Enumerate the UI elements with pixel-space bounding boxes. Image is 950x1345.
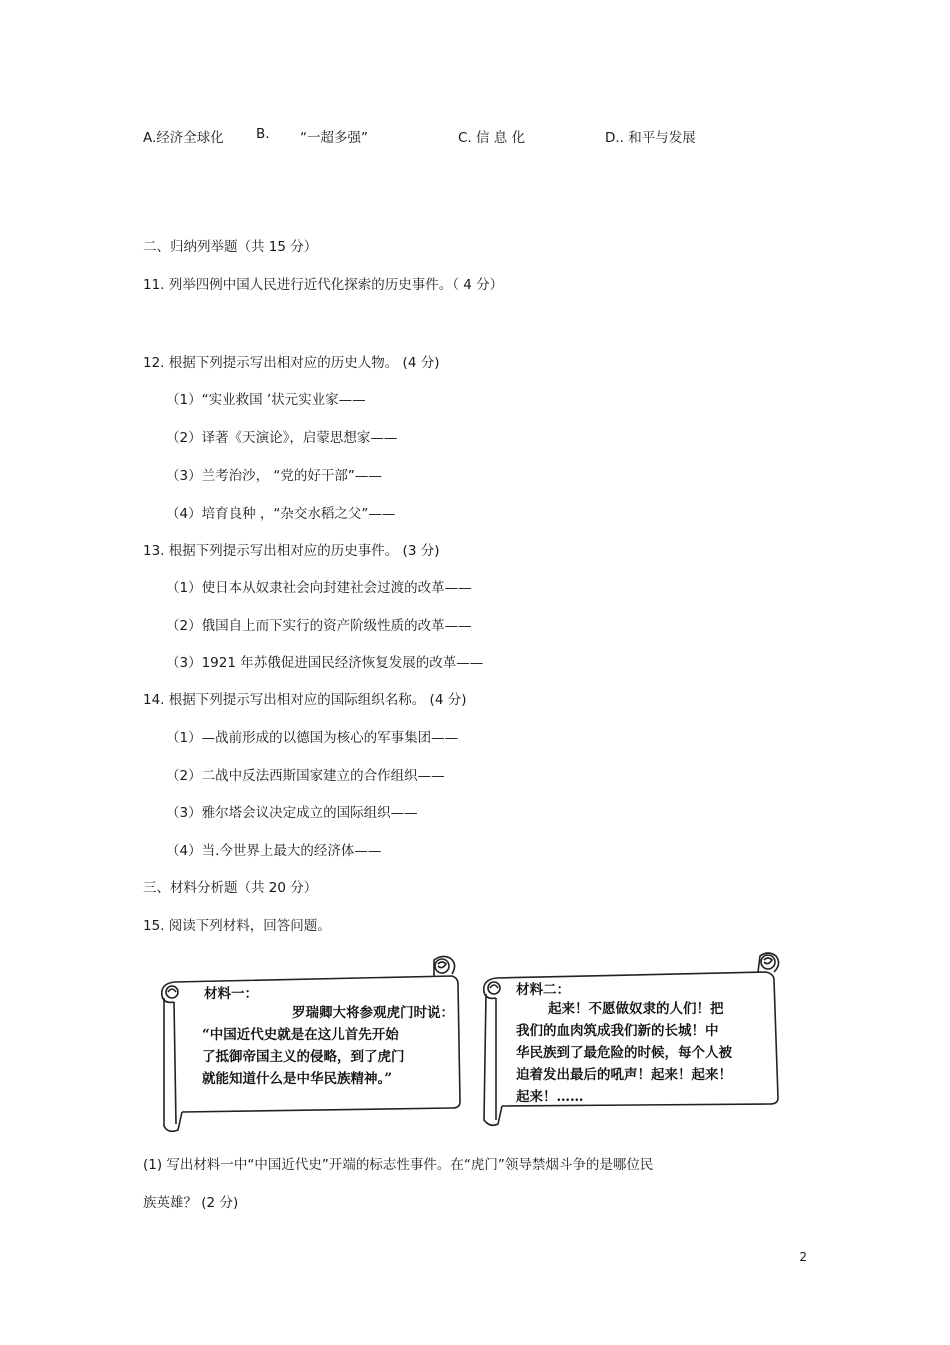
question-14-item: （2）二战中反法西斯国家建立的合作组织——	[166, 768, 445, 784]
question-12-item: （4）培育良种 ，“杂交水稻之父”——	[166, 506, 396, 522]
question-13-item: （3）1921 年苏俄促进国民经济恢复发展的改革——	[166, 655, 484, 671]
material-1-line: “中国近代史就是在这儿首先开始	[202, 1027, 399, 1043]
option-a: A.经济全球化	[143, 130, 224, 146]
question-11: 11. 列举四例中国人民进行近代化探索的历史事件。（ 4 分）	[143, 277, 504, 293]
material-2-line: 起来！……	[516, 1089, 584, 1105]
material-2-line: 迫着发出最后的吼声！起来！起来！	[516, 1067, 732, 1083]
material-2-line: 华民族到了最危险的时候，每个人被	[516, 1045, 732, 1061]
question-12-item: （2）译著《天演论》，启蒙思想家——	[166, 430, 398, 446]
option-b: “一超多强”	[300, 130, 368, 146]
question-14-item: （3）雅尔塔会议决定成立的国际组织——	[166, 805, 418, 821]
material-1-line: 了抵御帝国主义的侵略，到了虎门	[202, 1049, 405, 1065]
option-b-letter: B.	[256, 126, 270, 142]
material-1-title: 材料一：	[204, 986, 258, 1002]
material-2-scroll	[476, 948, 788, 1130]
section2-heading: 二、归纳列举题（共 15 分）	[143, 239, 318, 255]
material-1-line: 罗瑞卿大将参观虎门时说：	[292, 1005, 454, 1021]
material-2-line: 我们的血肉筑成我们新的长城！中	[516, 1023, 719, 1039]
option-c: C. 信 息 化	[458, 130, 526, 146]
question-12-item: （1）“实业救国 ’状元实业家——	[166, 392, 366, 408]
material-1-scroll	[152, 952, 468, 1136]
section3-heading: 三、材料分析题（共 20 分）	[143, 880, 318, 896]
material-2-line: 起来！不愿做奴隶的人们！把	[548, 1001, 724, 1017]
question-15-1-line2: 族英雄？ (2 分)	[143, 1195, 239, 1211]
question-14-item: （4）当.今世界上最大的经济体——	[166, 843, 382, 859]
material-2-title: 材料二：	[516, 982, 570, 998]
question-15-1-line1: (1) 写出材料一中“中国近代史”开端的标志性事件。在“虎门”领导禁烟斗争的是哪位民	[143, 1157, 654, 1173]
question-12-stem: 12. 根据下列提示写出相对应的历史人物。 (4 分)	[143, 355, 440, 371]
question-15: 15. 阅读下列材料，回答问题。	[143, 918, 331, 934]
page-number: 2	[799, 1250, 807, 1264]
question-13-item: （1）使日本从奴隶社会向封建社会过渡的改革——	[166, 580, 472, 596]
question-14-stem: 14. 根据下列提示写出相对应的国际组织名称。 (4 分)	[143, 692, 467, 708]
question-12-item: （3）兰考治沙， “党的好干部”——	[166, 468, 382, 484]
option-d: D.. 和平与发展	[605, 130, 696, 146]
question-13-stem: 13. 根据下列提示写出相对应的历史事件。 (3 分)	[143, 543, 440, 559]
question-13-item: （2）俄国自上而下实行的资产阶级性质的改革——	[166, 618, 472, 634]
question-14-item: （1）—战前形成的以德国为核心的军事集团——	[166, 730, 459, 746]
material-1-line: 就能知道什么是中华民族精神。”	[202, 1071, 393, 1087]
